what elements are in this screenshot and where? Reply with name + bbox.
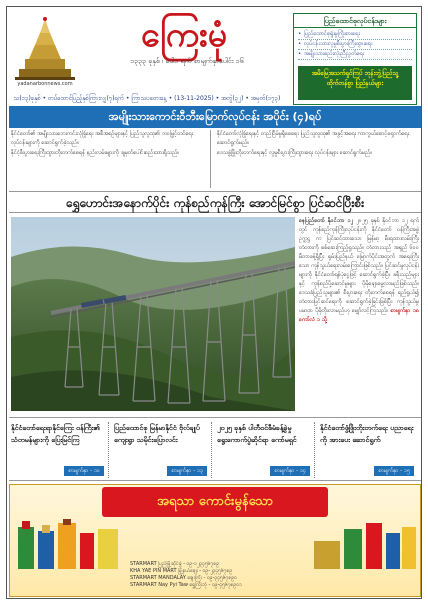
info-box-heading: ပြည်ထောင်စုလုပ်ငန်းများ: [294, 14, 416, 28]
story-1-left-column: [11, 130, 211, 188]
info-box: [293, 13, 417, 105]
ad-line: STARMART Nay Pyi Taw ရွှေကြီးဘုံ - ၀၉-၄၅၆၇၈၉၀၁: [130, 582, 242, 588]
byline: နေပြည်တော် နိုဝင်ဘာ ၁၂: [299, 218, 354, 224]
headline-1[interactable]: အမျိုးသားကောင်းဝီဘီးမြောက်လုပ်ငန်း အပိုင်း (၄)ရပ်: [9, 106, 421, 128]
info-item: • လုပ်ငန်းသားလူမှုစီးပွားကြီးထွားရေး: [298, 40, 412, 50]
paragraph: နိုင်ငံတော်၏ အမျိုးသားဘေးကင်းလုံခြုံရေး အစီအစဉ်များနှင့် ပြည်သူလူထု၏ ဘဝမြှင့်တင်ရေးလုပ်ငန်းများကို ဆောင်ရွက်ခဲ့သည်။: [11, 131, 194, 146]
story-1-right-column: [217, 130, 417, 188]
teaser-page-tag[interactable]: စာမျက်နှာ - ၁၄: [270, 466, 310, 476]
dateline: သ(၁၃)ခုနှစ် • တပ်ထောင်ပြည့်နှစ်ကြားလျှ(၇)ရက် • ကြာသပတေးနေ့ • (13-11-2025) • အတွဲ(၃၂) • အမှတ်(၁၇၃): [13, 95, 281, 102]
website-url: yadanarbonnews.com: [17, 81, 73, 87]
ad-store-list: [130, 561, 370, 589]
teaser[interactable]: [215, 422, 315, 478]
railway-viaduct-photo[interactable]: [11, 217, 295, 411]
teaser[interactable]: [9, 422, 109, 478]
volume-line: ၁၃၃၃ ခုနှစ် ၊ ပေါ၁ ရက် စာမျက်နှာပေါင်း ၁၆: [130, 57, 244, 65]
teaser-title: ပြည်ထောင်စု မြန်မာနိုင်ငံ ဗိုလ်ချုပ်ကျေးရွာ သမိုင်းပြောလင်း: [114, 424, 200, 444]
pagoda-emblem-icon: [15, 15, 75, 81]
info-item: • အမျိုးသားစည်းလုံးညီညွတ်ရေး: [298, 50, 412, 60]
teaser-title: ၂၀၂၅ ခုနှစ် ပါတီဝင်စီမံခန့်ခွဲမှု ရွေးကောက်ပွဲဆိုင်ရာ ကော်မရှင်: [217, 424, 297, 444]
newspaper-title: ကြေးမုံ: [140, 15, 228, 55]
paragraph: နိုင်ငံ့စီးပွားရေးကြီးထွားတိုးတက်စေရန် နည်းလမ်းများကို ချမှတ်ပေါင်းစည်းထားရှိသည်။: [11, 150, 180, 156]
teaser-page-tag[interactable]: စာမျက်နှာ - ၁၃: [167, 466, 207, 476]
teasers-row: [9, 417, 421, 481]
info-item: • ပြည်ထောင်စုရှုံးမှုကြိုးစားရေး: [298, 30, 412, 40]
ad-line: KHA YAE PIN MART မြို့နယ်စျေး - ၀၉-၂၃၄၅၆၇၈၉: [130, 568, 233, 574]
ad-banner: အရသာ ကောင်းမွန်သော: [102, 487, 328, 517]
teaser[interactable]: [112, 422, 212, 478]
ad-line: STARMART MANDALAY ဈေးကြီး - ၀၉-၃၄၅၆၇၈၉၀: [130, 575, 237, 581]
masthead: [7, 7, 422, 93]
teaser-page-tag[interactable]: စာမျက်နှာ - ၁၀: [64, 466, 104, 476]
story-2-body: ၂၀၂၅ ခုနှစ် နိုဝင်ဘာ ၁၂ ရက်တွင် ကုန်စည်ကုန်ကြီးလုပ်ငန်းကို နိုင်ငံတော် ဝန်ကြီးအဖွဲ့ ဥက္ကဋ္ဌ က ပြင်ဆင်ထားသော မြန်မာ့ မီးရထားလမ်းကြီး တံတားကို စစ်ဆေးကြည့်ရှုသည်။ တံတားသည် အရှည် ၆၀၀ မီတာခန့်ရှိပြီး ရှမ်းပြည်နယ် မြောက်ပိုင်းအတွက် အရေးကြီးသော ကုန်သွယ်ရေးလမ်းကြောင်းဖြစ်သည်။ ပြင်ဆင်မှုလုပ်ငန်းများကို နိုင်ငံတော်ရန်ပုံငွေဖြင့် ဆောင်ရွက်ခဲ့ပြီး ခရီးသည်များနှင့် ကုန်စည်ပို့ဆောင်မှုများ ပိုမိုချောမွေ့လာမည်ဖြစ်သည်။ ဒေသခံပြည်သူများ၏ စီးပွားရေး တိုးတက်စေရန် ရည်ရွယ်၍ တံတားပြင်ဆင်ရေးကို ဆောင်ရွက်ခဲ့ခြင်းဖြစ်ပြီး ကုန်သွယ်မှု ပမာဏ ပိုမိုတိုးလာမည်ဟု မျှော်လင့်ကြသည်။: [299, 218, 419, 314]
story-2: [299, 217, 419, 413]
teaser-title: နိုင်ငံတော်ဖွံ့ဖြိုးတိုးတက်ရေး ပညာရေးကို အားပေး ဆောင်ရွက်: [320, 424, 414, 444]
info-box-list: [294, 28, 416, 62]
story-1: [11, 130, 419, 188]
teaser-page-tag[interactable]: စာမျက်နှာ - ၁၅: [374, 466, 414, 476]
ad-line: STARMART ပြည်မြို့ဆိုင်ခွဲ - ၀၉-၁၂၃၄၅၆၇၈၉: [130, 561, 220, 567]
teaser[interactable]: [318, 422, 418, 478]
headline-2[interactable]: ရွှေဟောင်းအနောက်ပိုင်း ကုန်စည်ကုန်ကြီး အောင်မြင်စွာ ပြင်ဆင်ပြီးစီး: [9, 191, 421, 213]
paragraph: ဒေသဖွံ့ဖြိုးတိုးတက်ရေးနှင့် လူမှုစီးပွားကြီးထွားရေး လုပ်ငန်းများ ဆောင်ရွက်မည်။: [217, 150, 372, 156]
newspaper-page: [6, 6, 422, 599]
continued-link[interactable]: စာမျက်နှာ ၁၈ ကော်လံ ၁ သို့: [299, 308, 419, 323]
advertisement[interactable]: [9, 484, 421, 597]
paragraph: နိုင်ငံတော်လုံခြုံရေးနှင့် တည်ငြိမ်မှုရှိစေရေး ပြည်သူလူထု၏ အခွင့်အရေး ကာကွယ်စောင့်ရှောက်ရေး ဆောင်ရွက်မည်။: [217, 131, 409, 146]
slogan-box: အမိမြေအသက်ရှင်ကြပ် ဘုန်းဘွဲ့ပြည်သူ့ ထိုက်တန်စွာ ပြည်နယ်များ: [298, 66, 412, 100]
teaser-title: နိုင်ငံတော်ရေးရာနိုင်ကြေး ဝန်ကြီး၏ သံတမန်များကို ပြေးမြင်ကြ: [11, 424, 100, 444]
